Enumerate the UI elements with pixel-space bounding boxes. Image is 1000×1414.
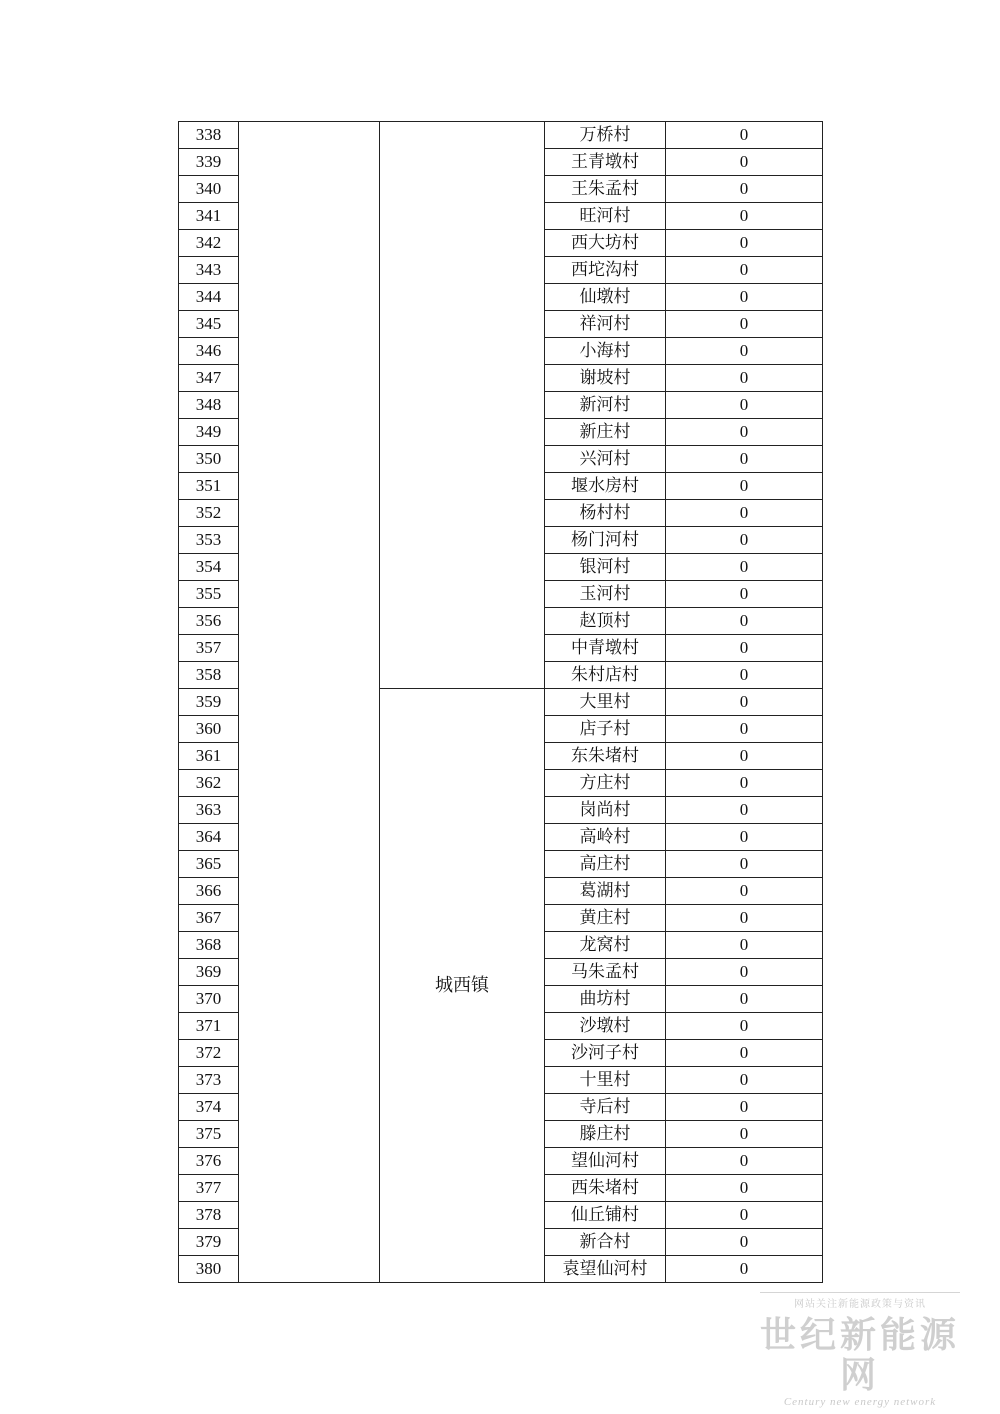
row-number: 348 (179, 392, 239, 419)
value-cell: 0 (666, 1121, 823, 1148)
value-cell: 0 (666, 662, 823, 689)
village-data-table (178, 121, 823, 1283)
village-name: 王青墩村 (545, 149, 666, 176)
value-cell: 0 (666, 203, 823, 230)
village-name: 葛湖村 (545, 878, 666, 905)
value-cell: 0 (666, 608, 823, 635)
value-cell: 0 (666, 1067, 823, 1094)
row-number: 340 (179, 176, 239, 203)
value-cell: 0 (666, 1256, 823, 1283)
value-cell: 0 (666, 851, 823, 878)
value-cell: 0 (666, 176, 823, 203)
row-number: 358 (179, 662, 239, 689)
row-number: 380 (179, 1256, 239, 1283)
value-cell: 0 (666, 149, 823, 176)
village-name: 中青墩村 (545, 635, 666, 662)
row-number: 376 (179, 1148, 239, 1175)
town-cell (380, 122, 545, 689)
row-number: 378 (179, 1202, 239, 1229)
village-name: 新合村 (545, 1229, 666, 1256)
row-number: 362 (179, 770, 239, 797)
village-name: 高岭村 (545, 824, 666, 851)
row-number: 342 (179, 230, 239, 257)
row-number: 364 (179, 824, 239, 851)
value-cell: 0 (666, 1040, 823, 1067)
village-name: 赵顶村 (545, 608, 666, 635)
row-number: 354 (179, 554, 239, 581)
village-name: 新庄村 (545, 419, 666, 446)
value-cell: 0 (666, 689, 823, 716)
village-name: 滕庄村 (545, 1121, 666, 1148)
value-cell: 0 (666, 311, 823, 338)
village-name: 玉河村 (545, 581, 666, 608)
row-number: 377 (179, 1175, 239, 1202)
village-name: 店子村 (545, 716, 666, 743)
value-cell: 0 (666, 1202, 823, 1229)
value-cell: 0 (666, 824, 823, 851)
value-cell: 0 (666, 1175, 823, 1202)
value-cell: 0 (666, 1148, 823, 1175)
row-number: 352 (179, 500, 239, 527)
row-number: 351 (179, 473, 239, 500)
row-number: 345 (179, 311, 239, 338)
row-number: 359 (179, 689, 239, 716)
village-name: 旺河村 (545, 203, 666, 230)
village-name: 杨村村 (545, 500, 666, 527)
table-row (179, 122, 823, 149)
village-name: 大里村 (545, 689, 666, 716)
village-name: 沙河子村 (545, 1040, 666, 1067)
value-cell: 0 (666, 1013, 823, 1040)
row-number: 363 (179, 797, 239, 824)
village-name: 东朱堵村 (545, 743, 666, 770)
table-body (179, 122, 823, 1283)
value-cell: 0 (666, 905, 823, 932)
row-number: 366 (179, 878, 239, 905)
watermark (760, 1292, 960, 1408)
village-name: 方庄村 (545, 770, 666, 797)
row-number: 339 (179, 149, 239, 176)
town-cell: 城西镇 (380, 689, 545, 1283)
value-cell: 0 (666, 1229, 823, 1256)
village-name: 银河村 (545, 554, 666, 581)
value-cell: 0 (666, 878, 823, 905)
value-cell: 0 (666, 257, 823, 284)
village-name: 万桥村 (545, 122, 666, 149)
row-number: 343 (179, 257, 239, 284)
village-name: 仙墩村 (545, 284, 666, 311)
row-number: 373 (179, 1067, 239, 1094)
row-number: 341 (179, 203, 239, 230)
village-name: 堰水房村 (545, 473, 666, 500)
village-name: 小海村 (545, 338, 666, 365)
value-cell: 0 (666, 770, 823, 797)
village-name: 岗尚村 (545, 797, 666, 824)
value-cell: 0 (666, 554, 823, 581)
row-number: 369 (179, 959, 239, 986)
row-number: 360 (179, 716, 239, 743)
row-number: 361 (179, 743, 239, 770)
village-name: 谢坡村 (545, 365, 666, 392)
row-number: 371 (179, 1013, 239, 1040)
row-number: 350 (179, 446, 239, 473)
village-name: 仙丘铺村 (545, 1202, 666, 1229)
row-number: 379 (179, 1229, 239, 1256)
watermark-tagline: 网站关注新能源政策与资讯 (760, 1292, 960, 1310)
value-cell: 0 (666, 932, 823, 959)
value-cell: 0 (666, 797, 823, 824)
row-number: 375 (179, 1121, 239, 1148)
village-name: 沙墩村 (545, 1013, 666, 1040)
row-number: 347 (179, 365, 239, 392)
village-name: 寺后村 (545, 1094, 666, 1121)
village-name: 杨门河村 (545, 527, 666, 554)
value-cell: 0 (666, 365, 823, 392)
village-name: 朱村店村 (545, 662, 666, 689)
watermark-brand: 世纪新能源网 (760, 1315, 961, 1396)
row-number: 374 (179, 1094, 239, 1121)
village-name: 龙窝村 (545, 932, 666, 959)
row-number: 346 (179, 338, 239, 365)
row-number: 344 (179, 284, 239, 311)
village-name: 西朱堵村 (545, 1175, 666, 1202)
watermark-english: Century new energy network (783, 1396, 937, 1408)
village-name: 西大坊村 (545, 230, 666, 257)
value-cell: 0 (666, 392, 823, 419)
row-number: 355 (179, 581, 239, 608)
row-number: 349 (179, 419, 239, 446)
village-name: 黄庄村 (545, 905, 666, 932)
value-cell: 0 (666, 230, 823, 257)
value-cell: 0 (666, 527, 823, 554)
value-cell: 0 (666, 446, 823, 473)
row-number: 357 (179, 635, 239, 662)
value-cell: 0 (666, 986, 823, 1013)
value-cell: 0 (666, 959, 823, 986)
village-name: 曲坊村 (545, 986, 666, 1013)
village-name: 兴河村 (545, 446, 666, 473)
village-name: 马朱孟村 (545, 959, 666, 986)
value-cell: 0 (666, 419, 823, 446)
village-name: 新河村 (545, 392, 666, 419)
value-cell: 0 (666, 122, 823, 149)
value-cell: 0 (666, 500, 823, 527)
value-cell: 0 (666, 338, 823, 365)
village-name: 王朱孟村 (545, 176, 666, 203)
row-number: 353 (179, 527, 239, 554)
value-cell: 0 (666, 581, 823, 608)
value-cell: 0 (666, 473, 823, 500)
village-name: 西坨沟村 (545, 257, 666, 284)
village-name: 高庄村 (545, 851, 666, 878)
village-name: 望仙河村 (545, 1148, 666, 1175)
county-cell (239, 122, 380, 1283)
row-number: 372 (179, 1040, 239, 1067)
row-number: 365 (179, 851, 239, 878)
value-cell: 0 (666, 1094, 823, 1121)
value-cell: 0 (666, 635, 823, 662)
row-number: 368 (179, 932, 239, 959)
row-number: 338 (179, 122, 239, 149)
value-cell: 0 (666, 284, 823, 311)
row-number: 367 (179, 905, 239, 932)
row-number: 356 (179, 608, 239, 635)
village-name: 祥河村 (545, 311, 666, 338)
value-cell: 0 (666, 743, 823, 770)
row-number: 370 (179, 986, 239, 1013)
village-name: 袁望仙河村 (545, 1256, 666, 1283)
village-name: 十里村 (545, 1067, 666, 1094)
value-cell: 0 (666, 716, 823, 743)
